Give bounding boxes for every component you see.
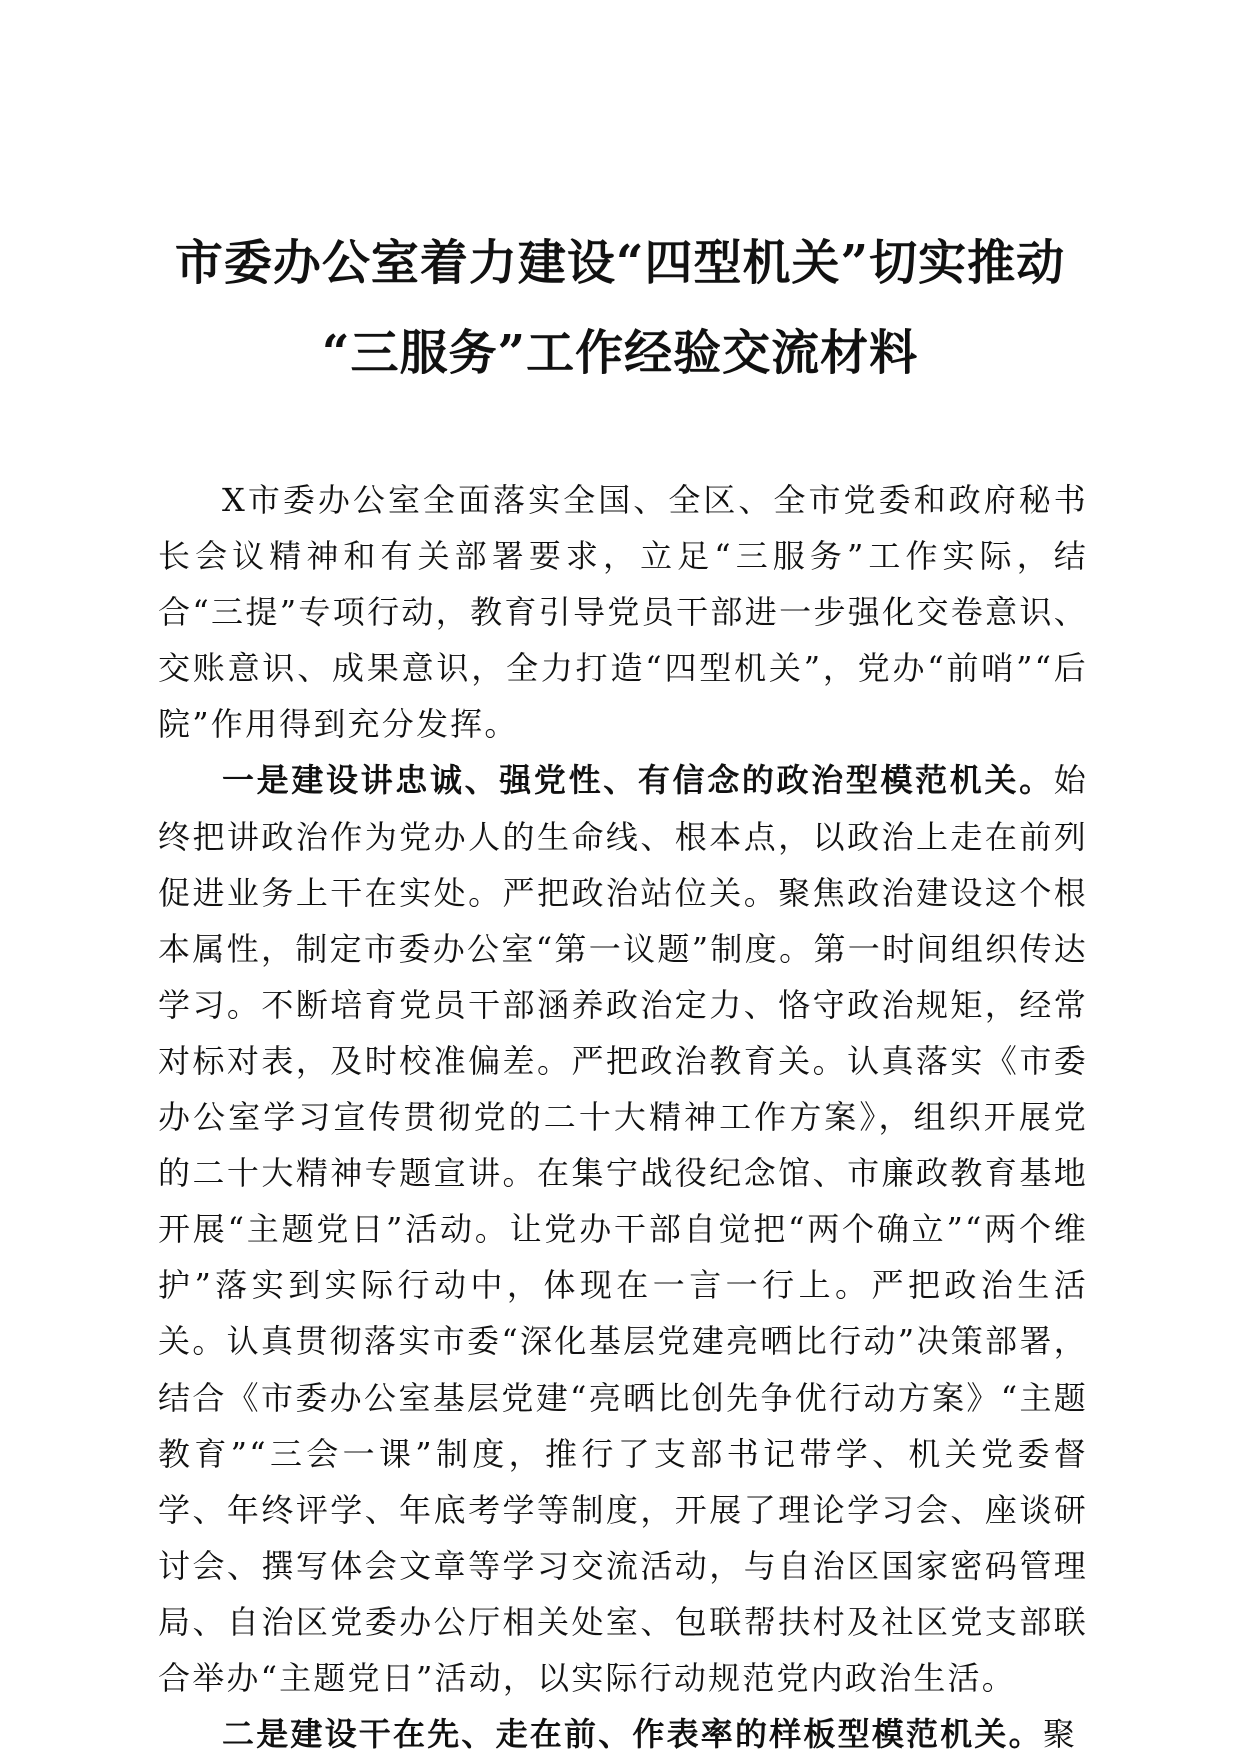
title-line-1: 市委办公室着力建设“四型机关”切实推动 (174, 235, 1066, 291)
section-2-text: 聚 (1042, 1715, 1078, 1754)
section-1-heading: 一是建设讲忠诚、强党性、有信念的政治型模范机关。 (222, 761, 1054, 800)
document-title (120, 218, 1120, 398)
paragraph-intro-text: X市委办公室全面落实全国、全区、全市党委和政府秘书长会议精神和有关部署要求，立足“三服务”工作实际，结合“三提”专项行动，教育引导党员干部进一步强化交卷意识、交账意识、成果意识，全力打造“四型机关”，党办“前哨”“后院”作用得到充分发挥。 (158, 481, 1088, 744)
document-body (158, 472, 1088, 1762)
section-1-text: 始终把讲政治作为党办人的生命线、根本点，以政治上走在前列促进业务上干在实处。严把政治站位关。聚焦政治建设这个根本属性，制定市委办公室“第一议题”制度。第一时间组织传达学习。不断培育党员干部涵养政治定力、恪守政治规矩，经常对标对表，及时校准偏差。严把政治教育关。认真落实《市委办公室学习宣传贯彻党的二十大精神工作方案》，组织开展党的二十大精神专题宣讲。在集宁战役纪念馆、市廉政教育基地开展“主题党日”活动。让党办干部自觉把“两个确立”“两个维护”落实到实际行动中，体现在一言一行上。严把政治生活关。认真贯彻落实市委“深化基层党建亮晒比行动”决策部署，结合《市委办公室基层党建“亮晒比创先争优行动方案》“主题教育”“三会一课”制度，推行了支部书记带学、机关党委督学、年终评学、年底考学等制度，开展了理论学习会、座谈研讨会、撰写体会文章等学习交流活动，与自治区国家密码管理局、自治区党委办公厅相关处室、包联帮扶村及社区党支部联合举办“主题党日”活动，以实际行动规范党内政治生活。 (158, 761, 1088, 1697)
section-2-heading: 二是建设干在先、走在前、作表率的样板型模范机关。 (222, 1715, 1043, 1754)
title-line-2: “三服务”工作经验交流材料 (321, 325, 919, 381)
paragraph-section-1 (158, 752, 1088, 1706)
paragraph-intro (158, 472, 1088, 752)
